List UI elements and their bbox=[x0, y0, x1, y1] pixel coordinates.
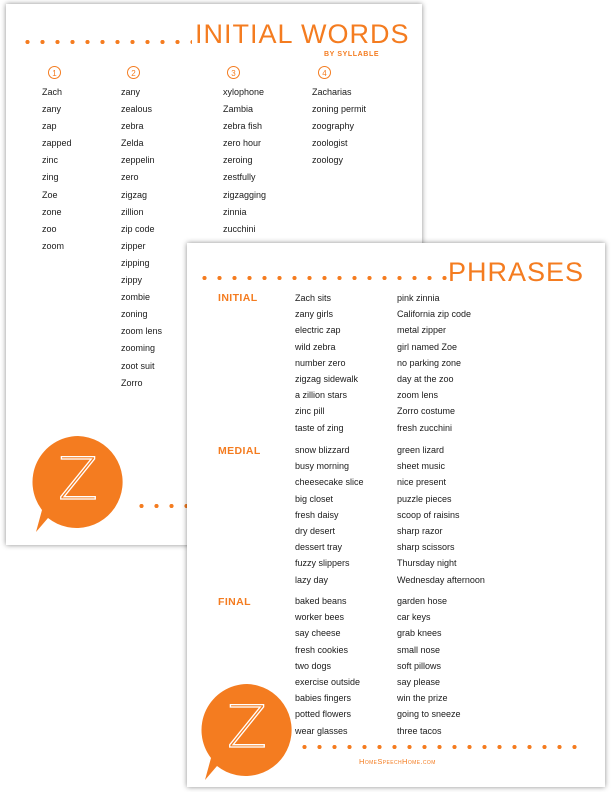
word-item: zap bbox=[42, 121, 57, 132]
word-item: zealous bbox=[121, 104, 153, 115]
word-list-4-syllables bbox=[312, 84, 366, 169]
word-item: zipping bbox=[121, 257, 150, 268]
phrase-item: scoop of raisins bbox=[397, 509, 460, 520]
word-list-1-syllable bbox=[42, 84, 72, 255]
phrase-item: Zorro costume bbox=[397, 406, 456, 417]
syllable-number-4: 4 bbox=[318, 66, 331, 79]
word-item: zone bbox=[42, 206, 62, 217]
phrase-item: car keys bbox=[397, 612, 431, 623]
section-label-final: FINAL bbox=[218, 596, 251, 608]
word-list-3-syllables bbox=[223, 84, 266, 238]
phrase-item: two dogs bbox=[295, 660, 332, 671]
word-item: zigzagging bbox=[223, 189, 267, 200]
word-item: zero bbox=[121, 172, 139, 183]
phrase-item: zoom lens bbox=[397, 390, 439, 401]
phrase-item: garden hose bbox=[397, 596, 448, 606]
bottom-dotted-rule bbox=[134, 504, 194, 508]
z-logo-icon bbox=[28, 432, 128, 536]
word-item: zinc bbox=[42, 155, 59, 166]
phrase-item: girl named Zoe bbox=[397, 341, 458, 352]
phrase-item: Zach sits bbox=[295, 293, 332, 303]
word-item: zoologist bbox=[312, 138, 348, 149]
phrase-item: going to sneeze bbox=[397, 709, 461, 720]
phrase-item: exercise outside bbox=[295, 676, 361, 687]
word-item: Zacharias bbox=[312, 87, 352, 97]
syllable-number-2: 2 bbox=[127, 66, 140, 79]
phrase-item: win the prize bbox=[397, 693, 448, 704]
section-label-initial: INITIAL bbox=[218, 292, 258, 304]
phrase-item: dry desert bbox=[295, 525, 336, 536]
initial-phrases-col2 bbox=[397, 290, 471, 436]
phrase-item: taste of zing bbox=[295, 422, 344, 433]
syllable-number-1: 1 bbox=[48, 66, 61, 79]
word-item: Zambia bbox=[223, 104, 254, 115]
phrase-item: busy morning bbox=[295, 461, 350, 472]
title-dotted-rule bbox=[20, 40, 192, 44]
phrase-item: metal zipper bbox=[397, 325, 447, 336]
phrase-item: baked beans bbox=[295, 596, 347, 606]
word-item: zip code bbox=[121, 223, 155, 234]
phrase-item: zinc pill bbox=[295, 406, 325, 417]
word-item: zigzag bbox=[121, 189, 148, 200]
phrase-item: Wednesday afternoon bbox=[397, 574, 485, 585]
phrase-item: small nose bbox=[397, 644, 441, 655]
word-item: Zelda bbox=[121, 138, 144, 149]
phrase-item: snow blizzard bbox=[295, 445, 350, 455]
word-item: zillion bbox=[121, 206, 144, 217]
word-item: zany bbox=[121, 87, 141, 97]
phrase-item: grab knees bbox=[397, 628, 442, 639]
svg-text:Z: Z bbox=[227, 693, 267, 761]
phrase-item: fresh zucchini bbox=[397, 422, 453, 433]
phrase-item: Thursday night bbox=[397, 558, 457, 569]
phrase-item: dessert tray bbox=[295, 542, 343, 553]
phrase-item: electric zap bbox=[295, 325, 341, 336]
phrase-item: green lizard bbox=[397, 445, 445, 455]
word-item: zany bbox=[42, 104, 62, 115]
phrase-item: fresh daisy bbox=[295, 509, 339, 520]
final-phrases-col1 bbox=[295, 593, 360, 739]
word-item: Zach bbox=[42, 87, 63, 97]
svg-text:Z: Z bbox=[58, 445, 98, 513]
phrase-item: cheesecake slice bbox=[295, 477, 364, 488]
phrase-item: lazy day bbox=[295, 574, 329, 585]
word-item: zoom bbox=[42, 240, 65, 251]
phrase-item: wild zebra bbox=[295, 341, 336, 352]
word-list-2-syllables bbox=[121, 84, 162, 392]
medial-phrases-col1 bbox=[295, 442, 364, 588]
medial-phrases-col2 bbox=[397, 442, 485, 588]
phrase-item: soft pillows bbox=[397, 660, 442, 671]
syllable-number-3: 3 bbox=[227, 66, 240, 79]
phrase-item: say please bbox=[397, 676, 441, 687]
phrase-item: big closet bbox=[295, 493, 334, 504]
phrase-item: pink zinnia bbox=[397, 293, 440, 303]
initial-words-title: INITIAL WORDS bbox=[195, 19, 410, 49]
phrase-item: day at the zoo bbox=[397, 373, 454, 384]
phrase-item: potted flowers bbox=[295, 709, 352, 720]
phrase-item: say cheese bbox=[295, 628, 341, 639]
phrase-item: zigzag sidewalk bbox=[295, 373, 359, 384]
phrases-page bbox=[187, 243, 605, 787]
phrases-dotted-rule bbox=[197, 276, 447, 280]
word-item: zoo bbox=[42, 223, 57, 234]
word-item: zebra fish bbox=[223, 121, 263, 132]
phrase-item: worker bees bbox=[295, 612, 345, 623]
final-phrases-col2 bbox=[397, 593, 461, 739]
phrase-item: fresh cookies bbox=[295, 644, 349, 655]
phrase-item: California zip code bbox=[397, 309, 472, 320]
initial-words-subtitle: BY SYLLABLE bbox=[324, 51, 380, 58]
phrase-item: no parking zone bbox=[397, 357, 462, 368]
word-item: zoology bbox=[312, 155, 344, 166]
phrases-title: PHRASES bbox=[448, 257, 585, 287]
footer-website: HomeSpeechHome.com bbox=[359, 757, 436, 766]
word-item: Zoe bbox=[42, 189, 58, 200]
word-item: zeppelin bbox=[121, 155, 155, 166]
word-item: zoning permit bbox=[312, 104, 367, 115]
phrase-item: a zillion stars bbox=[295, 390, 348, 401]
phrase-item: nice present bbox=[397, 477, 447, 488]
z-logo-icon bbox=[197, 680, 297, 784]
word-item: zoography bbox=[312, 121, 355, 132]
word-item: zapped bbox=[42, 138, 72, 149]
word-item: xylophone bbox=[223, 87, 265, 97]
word-item: zinnia bbox=[223, 206, 247, 217]
word-item: zoom lens bbox=[121, 326, 163, 337]
word-item: zero hour bbox=[223, 138, 262, 149]
section-label-medial: MEDIAL bbox=[218, 445, 261, 457]
word-item: zooming bbox=[121, 343, 156, 354]
word-item: zebra bbox=[121, 121, 144, 132]
phrase-item: sheet music bbox=[397, 461, 446, 472]
word-item: zing bbox=[42, 172, 59, 183]
phrase-item: three tacos bbox=[397, 725, 442, 736]
phrase-item: fuzzy slippers bbox=[295, 558, 350, 569]
word-item: Zorro bbox=[121, 377, 143, 388]
word-item: zestfully bbox=[223, 172, 256, 183]
initial-phrases-col1 bbox=[295, 290, 358, 436]
footer-dotted-rule bbox=[297, 745, 587, 749]
phrase-item: zany girls bbox=[295, 309, 334, 320]
word-item: zippy bbox=[121, 275, 143, 286]
word-item: zoning bbox=[121, 309, 148, 320]
phrase-item: wear glasses bbox=[295, 725, 348, 736]
word-item: zucchini bbox=[223, 223, 256, 234]
phrase-item: sharp razor bbox=[397, 525, 443, 536]
word-item: zeroing bbox=[223, 155, 253, 166]
phrase-item: sharp scissors bbox=[397, 542, 455, 553]
phrase-item: babies fingers bbox=[295, 693, 352, 704]
word-item: zoot suit bbox=[121, 360, 155, 371]
word-item: zipper bbox=[121, 240, 146, 251]
phrase-item: number zero bbox=[295, 357, 346, 368]
phrase-item: puzzle pieces bbox=[397, 493, 452, 504]
word-item: zombie bbox=[121, 292, 151, 303]
